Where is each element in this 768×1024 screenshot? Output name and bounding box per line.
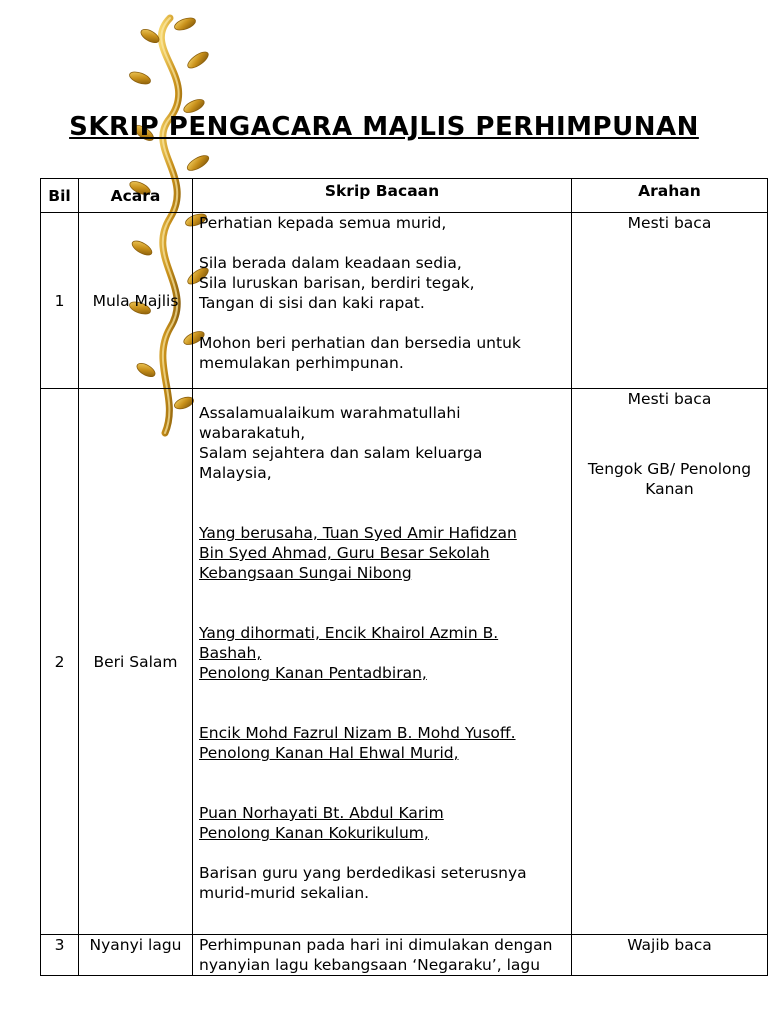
- table-row: [41, 213, 768, 389]
- skrip-line: Bashah,: [199, 644, 262, 662]
- row-arahan: [572, 935, 768, 976]
- arahan-line: Wajib baca: [627, 936, 712, 954]
- header-skrip: Skrip Bacaan: [193, 179, 572, 213]
- row-skrip: [193, 389, 572, 935]
- arahan-line: Mesti baca: [627, 390, 712, 408]
- skrip-line: Sila berada dalam keadaan sedia,: [199, 254, 462, 272]
- skrip-line: Puan Norhayati Bt. Abdul Karim: [199, 804, 444, 822]
- skrip-line: wabarakatuh,: [199, 424, 306, 442]
- header-bil: Bil: [41, 179, 79, 213]
- row-arahan: [572, 213, 768, 389]
- row-bil: 2: [41, 389, 79, 935]
- arahan-line: Mesti baca: [627, 214, 712, 232]
- table-row: [41, 389, 768, 935]
- row-bil: 1: [41, 213, 79, 389]
- row-arahan: [572, 389, 768, 935]
- skrip-line: Yang dihormati, Encik Khairol Azmin B.: [199, 624, 499, 642]
- script-table: [40, 178, 768, 976]
- row-acara: Mula Majlis: [79, 213, 193, 389]
- skrip-line: nyanyian lagu kebangsaan ‘Negaraku’, lagu: [199, 956, 541, 974]
- skrip-line: Kebangsaan Sungai Nibong: [199, 564, 412, 582]
- skrip-line: Perhimpunan pada hari ini dimulakan dengan: [199, 936, 553, 954]
- skrip-line: Mohon beri perhatian dan bersedia untuk: [199, 334, 521, 352]
- arahan-line: Kanan: [645, 480, 694, 498]
- header-acara: Acara: [79, 179, 193, 213]
- skrip-line: Salam sejahtera dan salam keluarga: [199, 444, 483, 462]
- skrip-line: Sila luruskan barisan, berdiri tegak,: [199, 274, 475, 292]
- skrip-line: Penolong Kanan Hal Ehwal Murid,: [199, 744, 459, 762]
- skrip-line: Barisan guru yang berdedikasi seterusnya: [199, 864, 527, 882]
- skrip-line: Bin Syed Ahmad, Guru Besar Sekolah: [199, 544, 490, 562]
- skrip-line: memulakan perhimpunan.: [199, 354, 404, 372]
- skrip-line: Perhatian kepada semua murid,: [199, 214, 447, 232]
- table-header-row: [41, 179, 768, 213]
- skrip-line: Tangan di sisi dan kaki rapat.: [199, 294, 425, 312]
- skrip-line: Assalamualaikum warahmatullahi: [199, 404, 461, 422]
- page-title: SKRIP PENGACARA MAJLIS PERHIMPUNAN: [69, 112, 699, 142]
- skrip-line: Penolong Kanan Pentadbiran,: [199, 664, 427, 682]
- skrip-line: Encik Mohd Fazrul Nizam B. Mohd Yusoff.: [199, 724, 516, 742]
- skrip-line: murid-murid sekalian.: [199, 884, 370, 902]
- skrip-line: Penolong Kanan Kokurikulum,: [199, 824, 429, 842]
- skrip-line: Malaysia,: [199, 464, 272, 482]
- row-skrip: [193, 935, 572, 976]
- header-arahan: Arahan: [572, 179, 768, 213]
- table-row: [41, 935, 768, 976]
- row-skrip: [193, 213, 572, 389]
- row-acara: Nyanyi lagu: [79, 935, 193, 976]
- skrip-line: Yang berusaha, Tuan Syed Amir Hafidzan: [199, 524, 517, 542]
- row-bil: 3: [41, 935, 79, 976]
- row-acara: Beri Salam: [79, 389, 193, 935]
- arahan-line: Tengok GB/ Penolong: [587, 460, 752, 478]
